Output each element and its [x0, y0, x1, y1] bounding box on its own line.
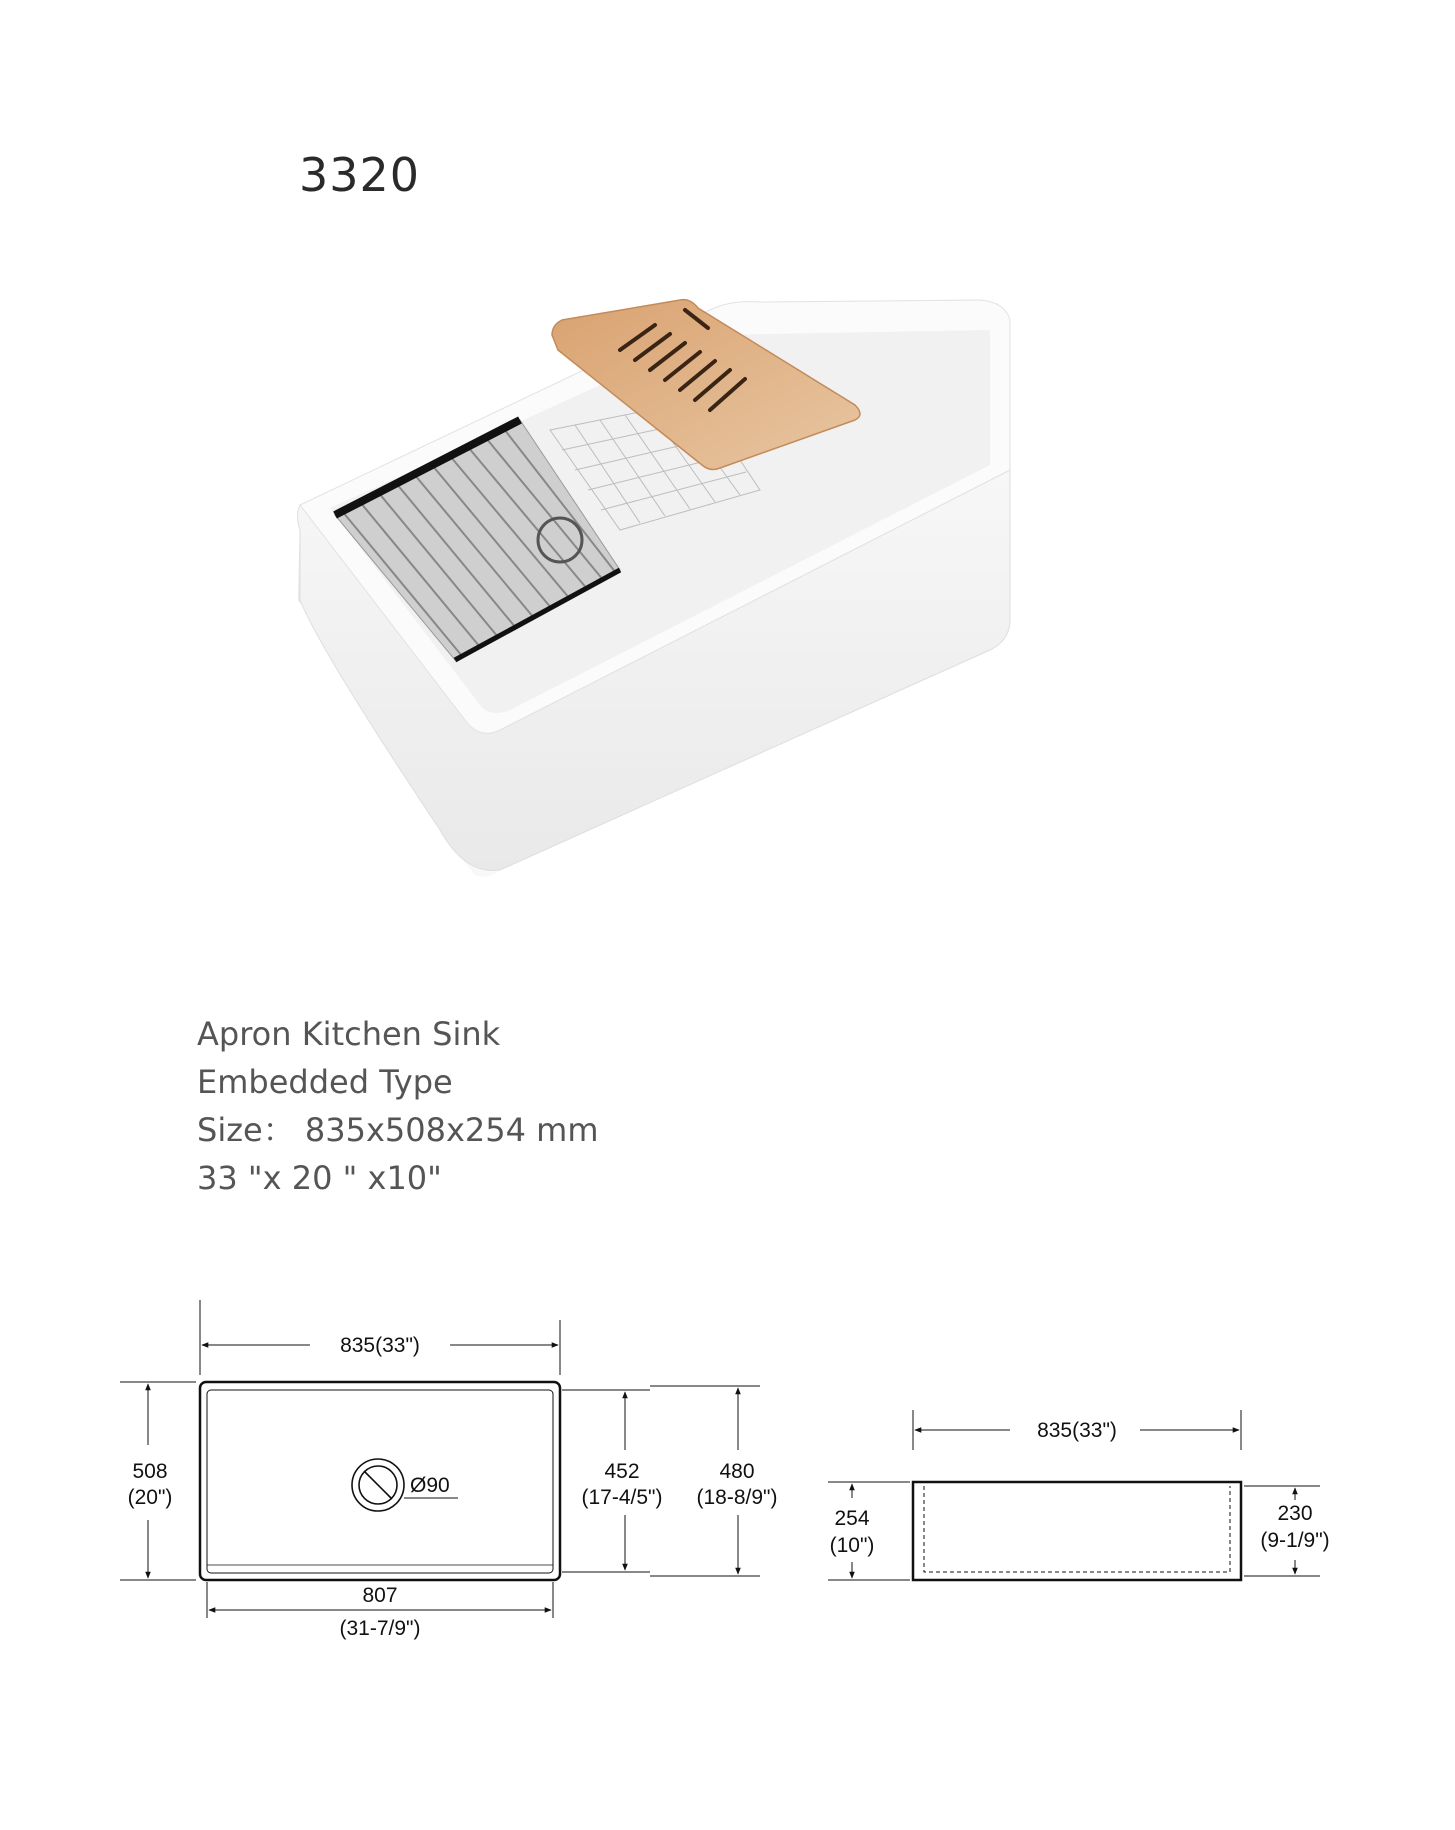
top-overall-depth-mm: 508	[132, 1460, 168, 1483]
product-name: Apron Kitchen Sink	[197, 1015, 501, 1053]
inner-width-mm: 807	[362, 1584, 398, 1607]
sink-product-image	[290, 290, 1030, 880]
spec-list	[197, 1010, 599, 1202]
front-height-mm: 254	[834, 1507, 870, 1530]
flange-depth-mm: 480	[719, 1460, 755, 1483]
install-type: Embedded Type	[197, 1063, 453, 1101]
inner-width-in: (31-7/9")	[339, 1617, 421, 1640]
size-metric: Size： 835x508x254 mm	[197, 1111, 599, 1149]
bowl-depth-in: (9-1/9")	[1260, 1529, 1330, 1552]
bowl-depth-mm: 230	[1277, 1502, 1313, 1525]
top-overall-width: 835(33")	[340, 1334, 420, 1357]
top-overall-depth-in: (20")	[127, 1486, 173, 1509]
flange-depth-in: (18-8/9")	[696, 1486, 778, 1509]
drain-diameter-label: Ø90	[410, 1474, 450, 1497]
top-view-drawing	[120, 1300, 760, 1618]
technical-drawings	[0, 1300, 1455, 1660]
inner-depth-mm: 452	[604, 1460, 640, 1483]
inner-depth-in: (17-4/5")	[581, 1486, 663, 1509]
front-overall-width: 835(33")	[1037, 1419, 1117, 1442]
front-height-in: (10")	[829, 1534, 875, 1557]
model-number: 3320	[299, 148, 421, 202]
size-imperial: 33 "x 20 " x10"	[197, 1159, 442, 1197]
